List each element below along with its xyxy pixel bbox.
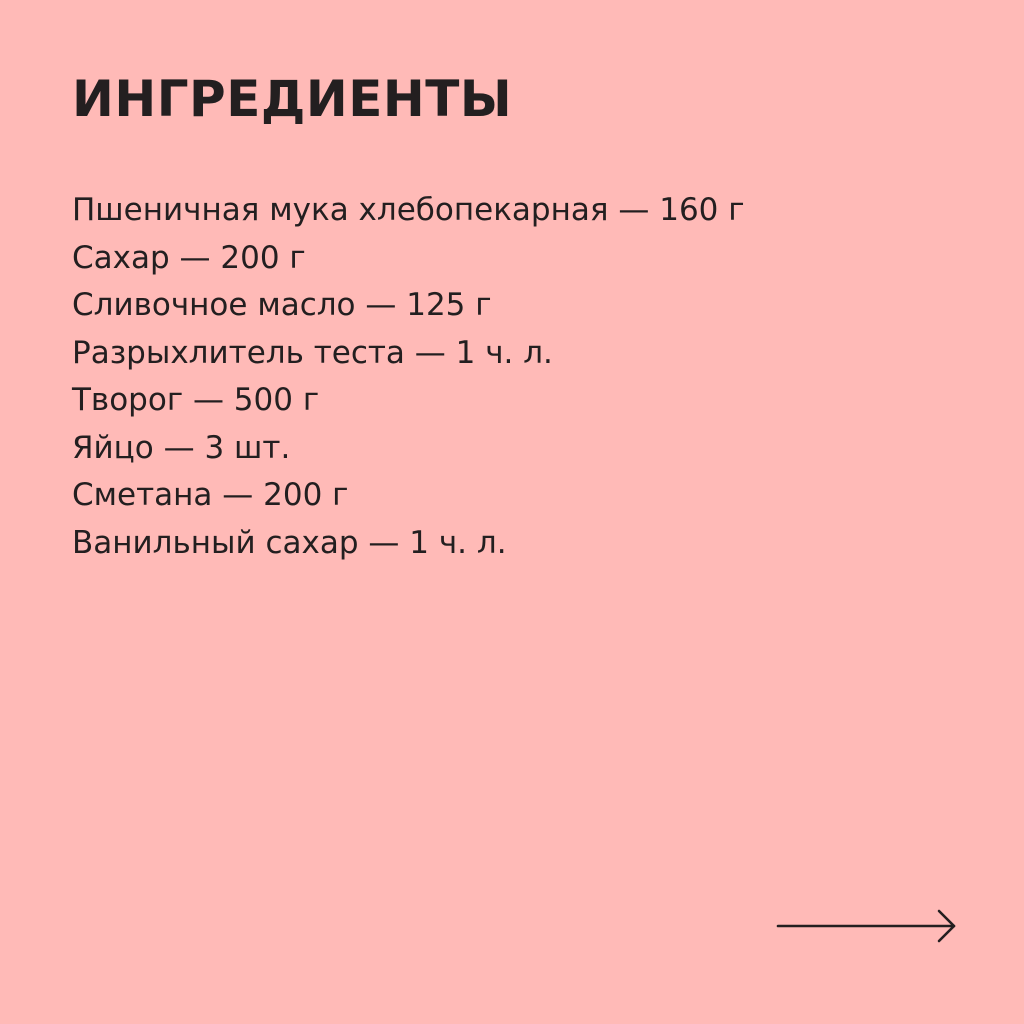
list-item: Яйцо — 3 шт. xyxy=(72,429,291,466)
arrow-right-icon xyxy=(776,906,958,946)
ingredients-list xyxy=(72,187,745,567)
list-item: Творог — 500 г xyxy=(72,382,320,418)
list-item: Сливочное масло — 125 г xyxy=(72,287,492,323)
list-item: Разрыхлитель теста — 1 ч. л. xyxy=(72,334,553,371)
list-item: Сметана — 200 г xyxy=(72,477,349,513)
list-item: Ванильный сахар — 1 ч. л. xyxy=(72,524,507,561)
list-item: Пшеничная мука хлебопекарная — 160 г xyxy=(72,192,745,228)
page-title: ИНГРЕДИЕНТЫ xyxy=(72,70,513,128)
list-item: Сахар — 200 г xyxy=(72,239,306,276)
next-button[interactable] xyxy=(776,906,958,946)
